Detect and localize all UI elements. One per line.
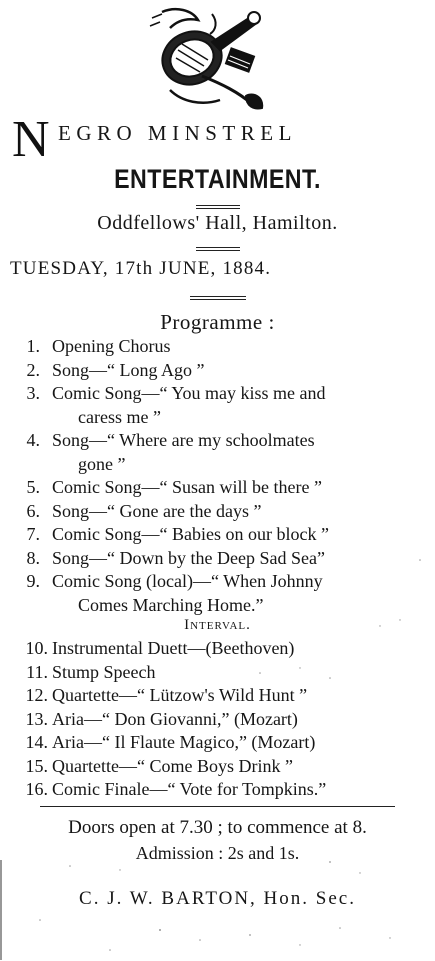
title-dropcap: N (12, 111, 50, 168)
divider (196, 247, 240, 248)
programme-item-text: Aria—“ Don Giovanni,” (Mozart) (52, 708, 298, 729)
minstrel-instruments-emblem (142, 6, 270, 112)
venue: Oddfellows' Hall, Hamilton. (97, 212, 338, 234)
programme-item-text: Comic Song—“ Susan will be there ” (52, 477, 322, 497)
divider (196, 205, 240, 206)
programme-item-number: 12. (25, 685, 48, 705)
event-date: TUESDAY, 17th JUNE, 1884. (10, 258, 272, 279)
secretary-signature: C. J. W. BARTON, Hon. Sec. (79, 888, 356, 909)
programme-item-number: 13. (25, 708, 48, 729)
programme-item-number: 16. (25, 779, 48, 799)
programme-item-number: 8. (26, 547, 40, 568)
programme-item-number: 4. (26, 430, 40, 450)
interval-heading: Interval. (184, 617, 251, 633)
admission-notice: Admission : 2s and 1s. (135, 843, 300, 863)
programme-item-number: 5. (26, 477, 40, 497)
programme-item-number: 3. (26, 383, 40, 403)
divider (40, 806, 395, 807)
programme-heading: Programme : (160, 310, 275, 334)
programme-item-number: 6. (26, 500, 40, 521)
divider (196, 208, 240, 209)
programme-item-text: Comes Marching Home.” (78, 594, 264, 615)
divider (196, 250, 240, 251)
programme-item-text: Comic Finale—“ Vote for Tompkins.” (52, 779, 327, 799)
programme-item-text: Quartette—“ Come Boys Drink ” (52, 755, 293, 776)
programme-item-number: 9. (26, 571, 40, 591)
programme-item-text: Song—“ Where are my schoolmates (52, 430, 315, 450)
programme-item-text: Song—“ Down by the Deep Sad Sea” (52, 547, 325, 568)
programme-item-text: Quartette—“ Lützow's Wild Hunt ” (52, 685, 308, 705)
programme-item-number: 7. (26, 524, 40, 544)
programme-item-number: 14. (25, 732, 48, 752)
programme-item-number: 10. (25, 638, 48, 658)
programme-item-text: Comic Song—“ Babies on our block ” (52, 524, 329, 544)
programme-item-text: gone ” (78, 453, 126, 474)
title-line (10, 111, 430, 168)
divider (190, 299, 246, 300)
programme-item-number: 11. (26, 661, 48, 682)
programme-item-number: 1. (26, 336, 40, 356)
programme-item-number: 2. (26, 359, 40, 380)
doors-open-notice: Doors open at 7.30 ; to commence at 8. (68, 817, 367, 838)
programme-item-text: Aria—“ Il Flaute Magico,” (Mozart) (52, 732, 316, 752)
subtitle: ENTERTAINMENT. (114, 164, 321, 194)
programme-item-text: caress me ” (78, 406, 161, 427)
programme-item-text: Comic Song (local)—“ When Johnny (52, 571, 323, 591)
programme-item-text: Instrumental Duett—(Beethoven) (52, 638, 295, 658)
programme-item-text: Song—“ Long Ago ” (52, 359, 205, 380)
programme-item-text: Song—“ Gone are the days ” (52, 500, 262, 521)
programme-item-number: 15. (25, 755, 48, 776)
title-text: EGRO MINSTREL (58, 121, 297, 145)
programme-item-text: Opening Chorus (52, 336, 171, 356)
programme-item-text: Stump Speech (52, 661, 156, 682)
programme-item-text: Comic Song—“ You may kiss me and (52, 383, 326, 403)
divider (190, 296, 246, 297)
